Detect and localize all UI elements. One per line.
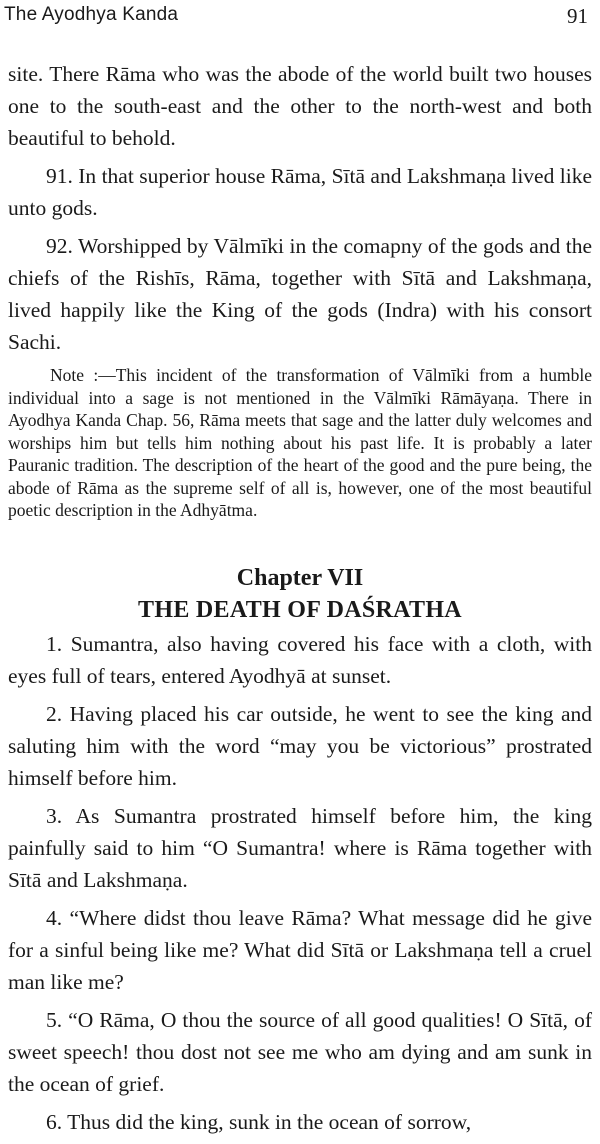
chapter-verse-2: 2. Having placed his car outside, he went to see the king and saluting him with the word “may you be victorious” prostrated himself before him. xyxy=(8,701,592,790)
chapter-verse-3: 3. As Sumantra prostrated himself before him, the king painfully said to him “O Sumantra! where is Rāma together with Sītā and Lakshmaṇa. xyxy=(8,803,592,892)
chapter-verse-1: 1. Sumantra, also having covered his face with a cloth, with eyes full of tears, entered Ayodhyā at sunset. xyxy=(8,631,592,688)
chapter-title: THE DEATH OF DAŚRATHA xyxy=(138,596,462,623)
verse-91: 91. In that superior house Rāma, Sītā and Lakshmaṇa lived like unto gods. xyxy=(8,164,592,220)
chapter-number: Chapter VII xyxy=(236,564,364,591)
body-text xyxy=(8,58,592,1144)
chapter-heading xyxy=(8,562,592,626)
running-title: The Ayodhya Kanda xyxy=(4,4,179,25)
chapter-verse-4: 4. “Where didst thou leave Rāma? What message did he give for a sinful being like me? What did Sītā or Lakshmaṇa tell a cruel man like me? xyxy=(8,905,592,994)
verse-92: 92. Worshipped by Vālmīki in the comapny of the gods and the chiefs of the Rishīs, Rāma, together with Sītā and Lakshmaṇa, lived happily like the King of the gods (Indra) with his consort Sachi. xyxy=(8,234,592,354)
paragraph-continuation: site. There Rāma who was the abode of the world built two houses one to the south-east and the other to the north-west and both beautiful to behold. xyxy=(8,62,592,150)
chapter-verse-5: 5. “O Rāma, O thou the source of all good qualities! O Sītā, of sweet speech! thou dost not see me who am dying and am sunk in the ocean of grief. xyxy=(8,1007,592,1096)
page-number: 91 xyxy=(567,4,588,28)
running-head xyxy=(4,4,592,32)
footnote: Note :—This incident of the transformation of Vālmīki from a humble individual into a sage is not mentioned in the Vālmīki Rāmāyaṇa. There in Ayodhya Kanda Chap. 56, Rāma meets that sage and the latter duly welcomes and worships him but tells him nothing about his past life. It is probably a later Pauranic tradition. The description of the heart of the good and the pure being, the abode of Rāma as the supreme self of all is, however, one of the most beautiful poetic description in the Adhyātma. xyxy=(8,365,592,520)
chapter-verse-6: 6. Thus did the king, sunk in the ocean of sorrow, xyxy=(46,1109,472,1134)
